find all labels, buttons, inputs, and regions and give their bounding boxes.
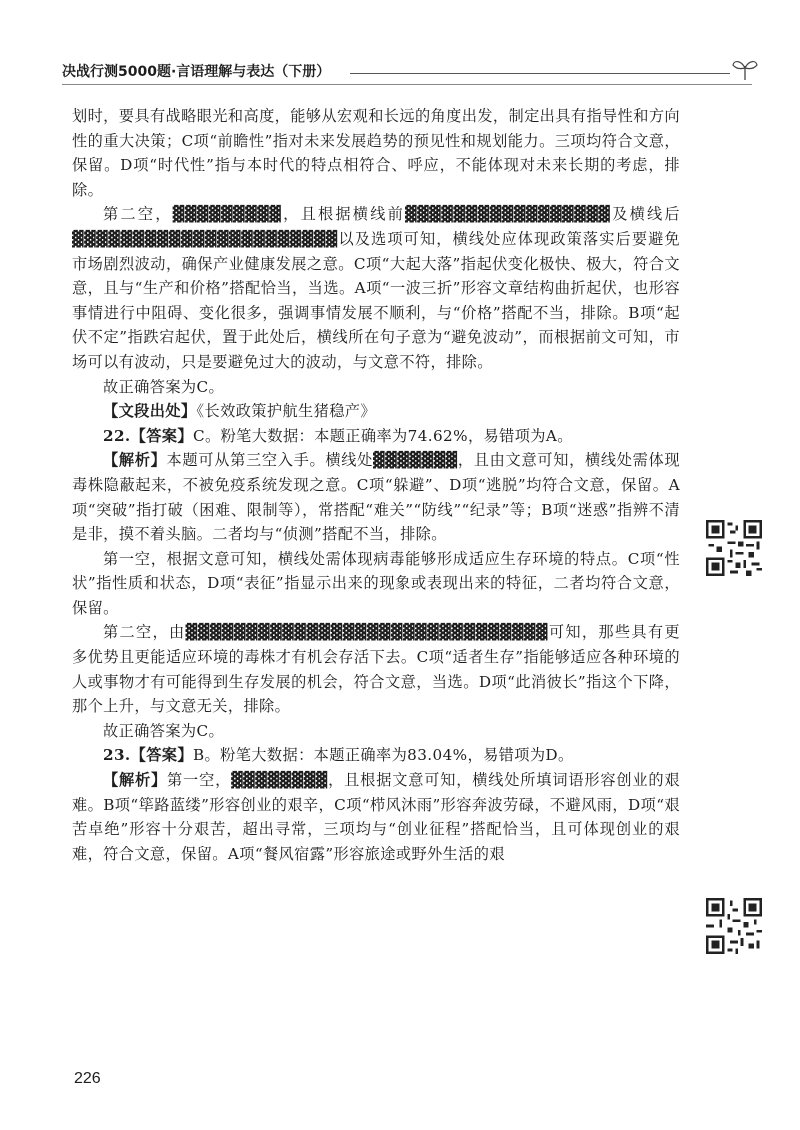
paragraph-text: 第二空，▓▓▓▓▓▓▓▓▓，且根据横线前▓▓▓▓▓▓▓▓▓▓▓▓▓▓▓▓▓及横线后▓▓▓▓▓▓▓▓▓▓▓▓▓▓▓▓▓▓▓▓▓▓以及选项可知，横线处应体现政策落实后要避免市场剧烈波动，确保产业健康发展之意。C项“大起大落”指起伏变化极快、极大，符合文意，且与“生产和价格”搭配恰当，当选。A项“一波三折”形容文章结构曲折起伏，也形容事情进行中阻碍、变化很多，强调事情发展不顺利，与“价格”搭配不当，排除。B项“起伏不定”指跌宕起伏，置于此处后，横线所在句子意为“避免波动”，而根据前文可知，市场可以有波动，只是要避免过大的波动，与文意不符，排除。: [72, 205, 680, 371]
paragraph-text: 划时，要具有战略眼光和高度，能够从宏观和长远的角度出发，制定出具有指导性和方向性的重大决策；C项“前瞻性”指对未来发展趋势的预见性和规划能力。三项均符合文意，保留。D项“时代性”指与本时代的特点相符合、呼应，不能体现对未来长期的考虑，排除。: [72, 107, 680, 199]
paragraph-text: 故正确答案为C。: [103, 377, 225, 396]
analysis-tag: 【解析】: [103, 771, 168, 790]
page-body: [72, 104, 680, 866]
page-number: 226: [74, 1070, 101, 1087]
running-header: [62, 62, 762, 88]
sprout-icon: [730, 56, 760, 82]
paragraph-9: [72, 719, 680, 744]
qr-code-icon[interactable]: [706, 520, 762, 576]
paragraph-text: 第一空，根据文意可知，横线处需体现病毒能够形成适应生存环境的特点。C项“性状”指性质和状态，D项“表征”指显示出来的现象或表现出来的特征，二者均符合文意，保留。: [72, 549, 680, 617]
paragraph-2: [72, 202, 680, 374]
analysis-text: 第一空，▓▓▓▓▓▓▓▓，且根据文意可知，横线处所填词语形容创业的艰难。B项“筚路蓝缕”形容创业的艰辛，C项“栉风沐雨”形容奔波劳碌，不避风雨，D项“艰苦卓绝”形容十分艰苦，超出寻常，三项均与“创业征程”搭配恰当，且可体现创业的艰难，符合文意，保留。A项“餐风宿露”形容旅途或野外生活的艰: [72, 771, 680, 863]
paragraph-8: [72, 620, 680, 718]
header-underline: [62, 84, 752, 85]
answer-text: C。粉笔大数据：本题正确率为74.62%，易错项为A。: [192, 426, 573, 445]
book-title: 决战行测5000题·言语理解与表达（下册）: [62, 64, 331, 80]
analysis-22: [72, 448, 680, 546]
paragraph-text: 第二空，由▓▓▓▓▓▓▓▓▓▓▓▓▓▓▓▓▓▓▓▓▓▓▓▓▓▓▓▓▓▓可知，那些具有更多优势且更能适应环境的毒株才有机会存活下去。C项“适者生存”指能够适应各种环境的人或事物才有可能得到生存发展的机会，符合文意，当选。D项“此消彼长”指这个下降，那个上升，与文意无关，排除。: [72, 623, 680, 716]
analysis-text: 本题可从第三空入手。横线处▓▓▓▓▓▓▓，且由文意可知，横线处需体现毒株隐蔽起来，不被免疫系统发现之意。C项“躲避”、D项“逃脱”均符合文意，保留。A项“突破”指打破（困难、限制等），常搭配“难关”“防线”“纪录”等；B项“迷惑”指辨不清是非，摸不着头脑。二者均与“侦测”搭配不当，排除。: [72, 451, 680, 544]
answer-tag: 22.【答案】: [103, 426, 193, 445]
header-rule: [350, 73, 730, 74]
answer-23: [72, 743, 680, 768]
paragraph-7: [72, 547, 680, 621]
answer-tag: 23.【答案】: [103, 746, 193, 765]
paragraph-text: 故正确答案为C。: [103, 721, 225, 740]
source-note: [72, 399, 680, 424]
analysis-23: [72, 768, 680, 866]
answer-22: [72, 424, 680, 449]
answer-text: B。粉笔大数据：本题正确率为83.04%，易错项为D。: [192, 746, 574, 765]
paragraph-1: [72, 104, 680, 202]
paragraph-3: [72, 375, 680, 400]
qr-code-icon[interactable]: [706, 898, 762, 954]
source-tag: 【文段出处】: [103, 402, 197, 421]
analysis-tag: 【解析】: [103, 451, 167, 470]
source-title: 《长效政策护航生猪稳产》: [196, 402, 376, 421]
